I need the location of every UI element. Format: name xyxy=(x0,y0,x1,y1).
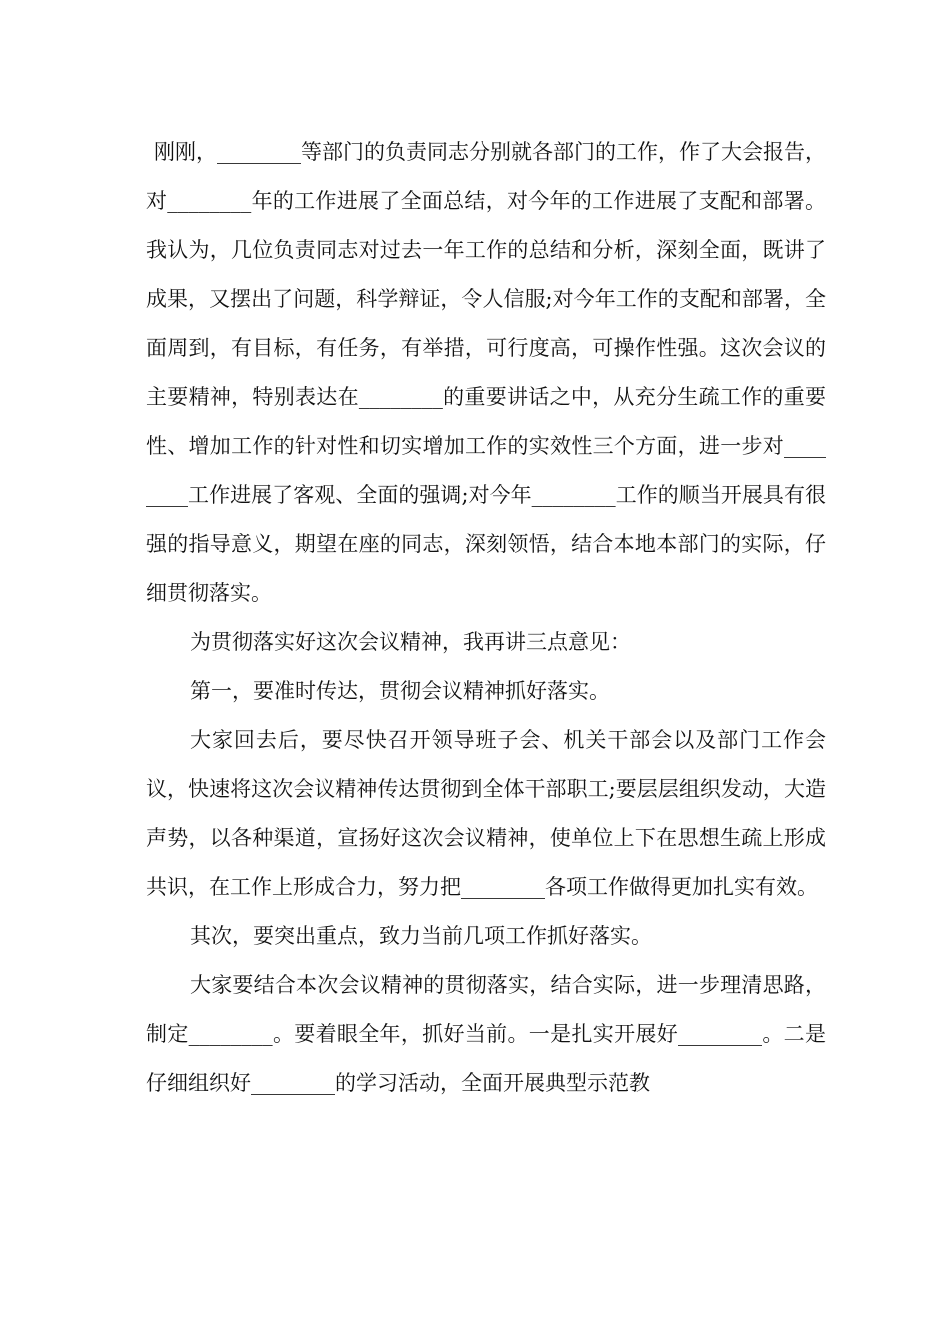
paragraph-2: 为贯彻落实好这次会议精神，我再讲三点意见： xyxy=(190,630,631,654)
document-body xyxy=(146,128,826,1108)
paragraph-4: 大家回去后，要尽快召开领导班子会、机关干部会以及部门工作会议，快速将这次会议精神传达贯彻到全体干部职工;要层层组织发动，大造声势，以各种渠道，宣扬好这次会议精神，使单位上下在思想生疏上形成共识，在工作上形成合力，努力把________各项工作做得更加扎实有效。 xyxy=(146,728,826,899)
paragraph-1: 刚刚，________等部门的负责同志分别就各部门的工作，作了大会报告，对________年的工作进展了全面总结，对今年的工作进展了支配和部署。我认为，几位负责同志对过去一年工作的总结和分析，深刻全面，既讲了成果，又摆出了问题，科学辩证，令人信服;对今年工作的支配和部署，全面周到，有目标，有任务，有举措，可行度高，可操作性强。这次会议的主要精神，特别表达在________的重要讲话之中，从充分生疏工作的重要性、增加工作的针对性和切实增加工作的实效性三个方面，进一步对________工作进展了客观、全面的强调;对今年________工作的顺当开展具有很强的指导意义，期望在座的同志，深刻领悟，结合本地本部门的实际，仔细贯彻落实。 xyxy=(146,140,826,605)
paragraph-3: 第一，要准时传达，贯彻会议精神抓好落实。 xyxy=(190,679,610,703)
paragraph-5: 其次，要突出重点，致力当前几项工作抓好落实。 xyxy=(190,924,652,948)
paragraph-6: 大家要结合本次会议精神的贯彻落实，结合实际，进一步理清思路，制定________。要着眼全年，抓好当前。一是扎实开展好________。二是仔细组织好________的学习活动，全面开展典型示范教 xyxy=(146,973,826,1095)
